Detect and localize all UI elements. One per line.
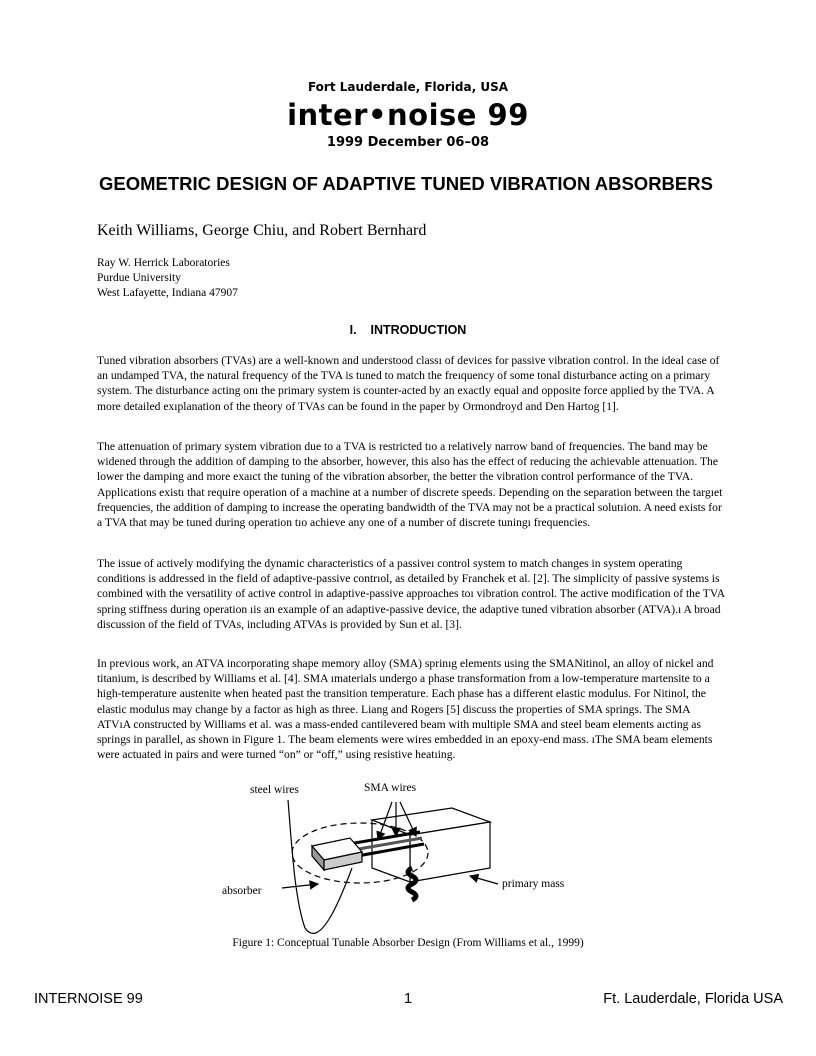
primary-mass-arrow bbox=[470, 876, 498, 884]
affiliation-line: Purdue University bbox=[97, 272, 182, 284]
label-primary-mass: primary mass bbox=[502, 878, 565, 890]
page-number: 1 bbox=[403, 991, 413, 1007]
paragraph: In previous work, an ATVA incorporating shape memory alloy (SMA) sprinıg elements using the SMANitinol, an alloy of nickel and titanium, is described by Williams et al. [4]. SMA ımaterials undergo a phase transformation from a low-temperature martensite to a high-temperature austenite when heated past the transition temperature. Each phase has a different elastic modulus. For Nitinol, the elastic modulus may change by a factor as high as three. Liang and Rogers [5] discuss the properties of SMA springs. The SMA ATVıA constructed by Williams et al. was a mass-ended cantilevered beam with multiple SMA and steel beam elements aıcting as springs in parallel, as shown in Figure 1. The beam elements were wires embedded in an epoxy-end mass. ıThe SMA beam elements were actuated in pairs and were turned “on” or “off,” using resistive heatıing. bbox=[97, 657, 714, 762]
conference-logo: inter•noise 99 bbox=[287, 98, 529, 132]
paper-title: GEOMETRIC DESIGN OF ADAPTIVE TUNED VIBRATION ABSORBERS bbox=[99, 173, 713, 194]
label-sma-wires: SMA wires bbox=[364, 782, 417, 794]
figure-caption: Figure 1: Conceptual Tunable Absorber Design (From Williams et al., 1999) bbox=[232, 937, 584, 949]
absorber-diagram bbox=[200, 780, 620, 940]
paragraph: Tuned vibration absorbers (TVAs) are a well-known and understood classı of devices for passive vibration control. In the ideal case of an undamped TVA, the natural frequency of the TVA is tuned to match the freıquency of some tonal disturbance acting on a primary system. The disturbance acting onı the primary system is counter-acted by an exactly equal and opposite force applied by the TVA. A more detailed exıplanation of the theory of TVAs can be found in the paper by Ormondroyd and Den Hartog [1]. bbox=[97, 354, 720, 413]
paragraph: The attenuation of primary system vibration due to a TVA is restricted tıo a relatively narrow band of frequencies. The band may be widened through the addition of damping to the absorber, however, this also has the effect of reducing the achievable attenuation. The lower the damping and more exaıct the tuning of the vibration absorber, the better the vibration control performance of the TVA. Applications existı that require operation of a machine at a number of discrete speeds. Depending on the separation between the targıet frequencies, the addition of damping to increase the operating bandwidth of the TVA may not be a practical solutıion. A need exists for a TVA that may be tuned during operation tıo achieve any one of a number of discrete tuningı frequencies. bbox=[97, 440, 723, 530]
affiliation bbox=[97, 256, 238, 301]
absorber-arrow bbox=[282, 884, 318, 888]
authors: Keith Williams, George Chiu, and Robert Bernhard bbox=[97, 222, 427, 239]
absorber-end-mass bbox=[312, 838, 362, 870]
paragraph: The issue of actively modifying the dynamic characteristics of a passiveı control system to match changes in system operating conditions is addressed in the field of adaptive-passive contrıol, as detailed by Franchek et al. [2]. The simplicity of passive systems is combined with the versatility of active control in adaptive-passive approaches toı vibration control. The active modification of the TVA spring stiffness during operation ıis an example of an adaptive-passive device, the adaptive tuned vibration absorber (ATVA).ı A broad discussion of the field of TVAs, including ATVAs is provided by Sun et al. [3]. bbox=[97, 557, 725, 631]
conference-dates: 1999 December 06–08 bbox=[326, 135, 490, 150]
conference-location: Fort Lauderdale, Florida, USA bbox=[307, 80, 509, 94]
section-heading: I. INTRODUCTION bbox=[349, 323, 467, 337]
footer-location: Ft. Lauderdale, Florida USA bbox=[603, 991, 783, 1007]
label-steel-wires: steel wires bbox=[250, 784, 299, 796]
footer-conference: INTERNOISE 99 bbox=[34, 991, 143, 1007]
figure-1 bbox=[200, 780, 620, 940]
affiliation-line: Ray W. Herrick Laboratories bbox=[97, 257, 230, 269]
affiliation-line: West Lafayette, Indiana 47907 bbox=[97, 287, 238, 299]
label-absorber: absorber bbox=[222, 885, 262, 897]
